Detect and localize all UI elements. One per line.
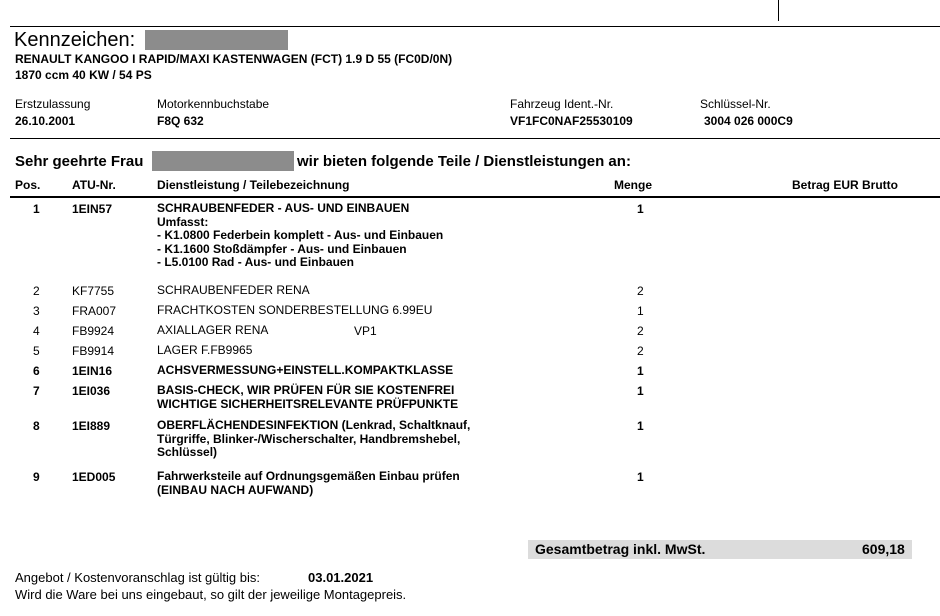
col-header-amount: Betrag EUR Brutto [792,178,899,192]
plate-label: Kennzeichen: [14,29,136,51]
col-header-desc: Dienstleistung / Teilebezeichnung [157,178,350,192]
greeting-prefix: Sehr geehrte Frau [15,153,144,170]
col-header-atu: ATU-Nr. [72,178,116,192]
row-description-line: WICHTIGE SICHERHEITSRELEVANTE PRÜFPUNKTE [157,396,459,411]
row-quantity: 1 [637,384,644,398]
schluessel-label: Schlüssel-Nr. [700,97,771,111]
row-description [157,344,252,358]
row-extra: VP1 [354,324,377,338]
row-description-line: BASIS-CHECK, WIR PRÜFEN FÜR SIE KOSTENFREI [157,383,455,397]
row-description [157,284,310,298]
row-description-line: - K1.1600 Stoßdämpfer - Aus- und Einbauen [157,241,407,256]
row-pos: 1 [33,202,40,216]
row-pos: 7 [33,384,40,398]
row-quantity: 2 [637,324,644,338]
row-description [157,202,443,270]
row-description-line: Schlüssel) [157,445,218,459]
col-header-pos: Pos. [15,178,41,192]
validity-date: 03.01.2021 [308,570,374,585]
row-atu-number: FRA007 [72,304,117,318]
row-pos: 8 [33,419,40,433]
row-quantity: 1 [637,470,644,484]
row-description-line: AXIALLAGER RENA [157,323,269,337]
row-pos: 2 [33,284,40,298]
row-description [157,364,453,378]
row-description-line: LAGER F.FB9965 [157,343,253,357]
row-description-line: SCHRAUBENFEDER - AUS- UND EINBAUEN [157,201,410,215]
row-atu-number: 1EIN16 [72,364,113,378]
row-description [157,470,460,497]
row-quantity: 1 [637,364,644,378]
row-description [157,324,268,338]
row-description-line: Umfasst: [157,214,209,229]
ident-value: VF1FC0NAF25530109 [510,114,633,128]
row-description-line: (EINBAU NACH AUFWAND) [157,482,314,497]
row-quantity: 1 [637,202,644,216]
row-quantity: 1 [637,304,644,318]
name-redaction [152,151,294,171]
total-label: Gesamtbetrag inkl. MwSt. [535,541,706,557]
vehicle-model: RENAULT KANGOO I RAPID/MAXI KASTENWAGEN (FCT) 1.9 D 55 (FC0D/0N) [15,52,453,66]
row-description-line: SCHRAUBENFEDER RENA [157,283,310,297]
col-header-qty: Menge [614,178,653,192]
greeting-suffix: wir bieten folgende Teile / Dienstleistungen an: [297,153,631,170]
row-description [157,419,470,460]
schluessel-value: 3004 026 000C9 [704,114,793,128]
row-quantity: 2 [637,284,644,298]
row-quantity: 1 [637,419,644,433]
row-description-line: OBERFLÄCHENDESINFEKTION (Lenkrad, Schaltknauf, [157,418,471,432]
row-atu-number: FB9924 [72,324,115,338]
row-atu-number: 1ED005 [72,470,116,484]
erstzulassung-value: 26.10.2001 [15,114,76,128]
row-pos: 6 [33,364,40,378]
top-divider [10,26,940,27]
row-description-line: - K1.0800 Federbein komplett - Aus- und Einbauen [157,228,444,242]
row-description-line: Fahrwerksteile auf Ordnungsgemäßen Einbau prüfen [157,469,460,483]
montage-note: Wird die Ware bei uns eingebaut, so gilt der jeweilige Montagepreis. [15,587,407,602]
erstzulassung-label: Erstzulassung [15,97,91,111]
top-right-tick [778,0,779,21]
row-pos: 4 [33,324,40,338]
row-pos: 3 [33,304,40,318]
table-header-divider [10,196,940,198]
row-description [157,384,458,411]
row-atu-number: FB9914 [72,344,115,358]
ident-label: Fahrzeug Ident.-Nr. [510,97,614,111]
row-pos: 5 [33,344,40,358]
motor-label: Motorkennbuchstabe [157,97,270,111]
section-divider [10,138,940,139]
row-atu-number: 1EI036 [72,384,111,398]
row-description-line: FRACHTKOSTEN SONDERBESTELLUNG 6.99EU [157,303,433,317]
row-description-line: - L5.0100 Rad - Aus- und Einbauen [157,255,354,269]
row-atu-number: 1EI889 [72,419,111,433]
total-value: 609,18 [862,541,905,557]
row-pos: 9 [33,470,40,484]
validity-label: Angebot / Kostenvoranschlag ist gültig bis: [15,570,260,585]
row-quantity: 2 [637,344,644,358]
motor-value: F8Q 632 [157,114,204,128]
row-atu-number: 1EIN57 [72,202,113,216]
row-description-line: ACHSVERMESSUNG+EINSTELL.KOMPAKTKLASSE [157,363,454,377]
vehicle-engine: 1870 ccm 40 KW / 54 PS [15,68,152,82]
row-description-line: Türgriffe, Blinker-/Wischerschalter, Handbremshebel, [157,431,461,446]
plate-redaction [145,30,288,50]
row-description [157,304,432,318]
row-atu-number: KF7755 [72,284,115,298]
